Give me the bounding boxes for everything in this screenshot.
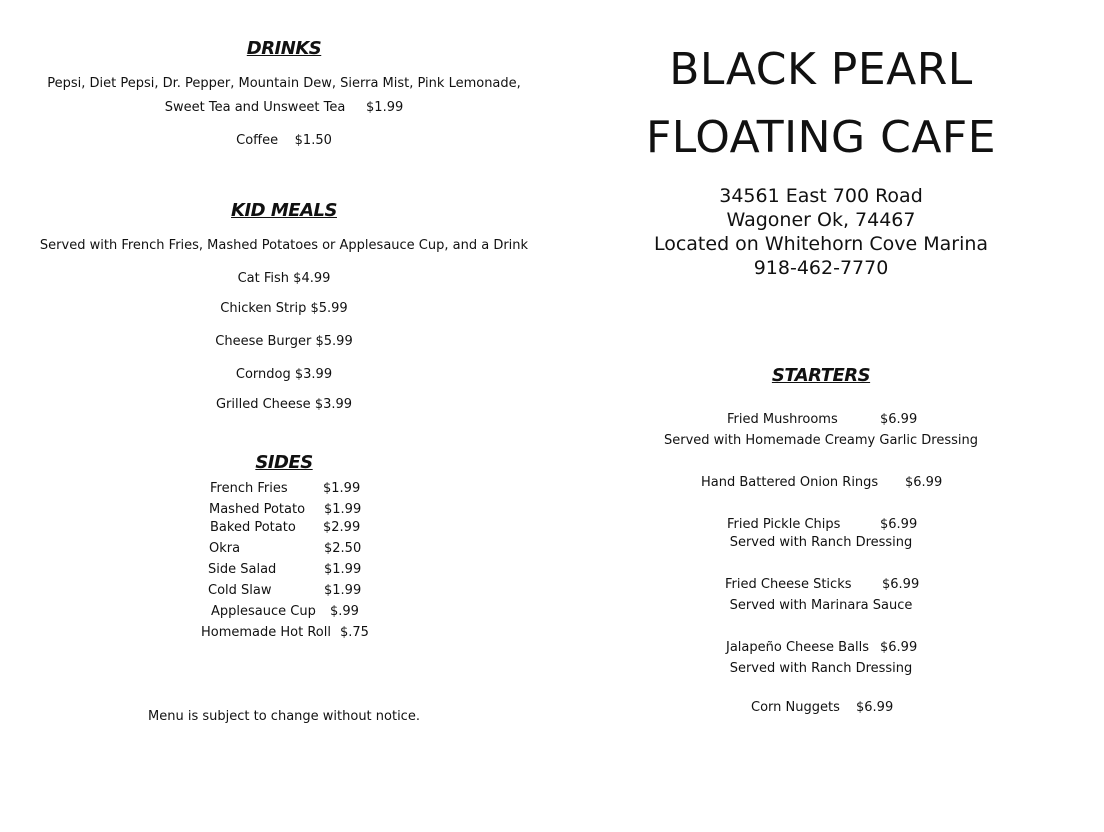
kid-meal-item: Chicken Strip $5.99	[220, 301, 348, 316]
kid-meal-item: Cheese Burger $5.99	[215, 334, 353, 349]
starter-note: Served with Marinara Sauce	[729, 598, 913, 613]
side-item-price: $1.99	[323, 481, 361, 496]
side-item-price: $2.99	[323, 520, 361, 535]
starter-price: $6.99	[882, 577, 920, 592]
side-item-name: Applesauce Cup	[211, 604, 316, 619]
kid-meals-heading: KID MEALS	[231, 200, 337, 221]
side-item-price: $1.99	[324, 562, 362, 577]
starter-name: Fried Cheese Sticks	[725, 577, 852, 592]
starter-name: Hand Battered Onion Rings	[701, 475, 879, 490]
side-item-price: $2.50	[324, 541, 362, 556]
starter-price: $6.99	[880, 412, 918, 427]
starter-price: $6.99	[905, 475, 943, 490]
side-item-name: Homemade Hot Roll	[201, 625, 331, 640]
side-item-price: $1.99	[324, 583, 362, 598]
starter-price: $6.99	[856, 700, 894, 715]
starter-note: Served with Ranch Dressing	[729, 535, 913, 550]
kid-meal-item: Cat Fish $4.99	[237, 271, 331, 286]
drinks-coffee: Coffee $1.50	[236, 133, 332, 148]
restaurant-title-line-2: FLOATING CAFE	[645, 112, 997, 163]
side-item-name: Okra	[209, 541, 241, 556]
side-item-price: $.75	[340, 625, 369, 640]
address-city: Wagoner Ok, 74467	[726, 209, 916, 231]
side-item-name: Side Salad	[208, 562, 277, 577]
side-item-name: Baked Potato	[210, 520, 296, 535]
address-street: 34561 East 700 Road	[719, 185, 923, 207]
kid-meal-item: Corndog $3.99	[235, 367, 333, 382]
drinks-heading: DRINKS	[246, 38, 322, 59]
starter-name: Fried Mushrooms	[727, 412, 838, 427]
side-item-price: $1.99	[324, 502, 362, 517]
starter-name: Fried Pickle Chips	[727, 517, 841, 532]
side-item-name: Mashed Potato	[209, 502, 306, 517]
starter-note: Served with Ranch Dressing	[729, 661, 913, 676]
starter-name: Corn Nuggets	[751, 700, 840, 715]
sides-heading: SIDES	[255, 452, 313, 473]
side-item-name: French Fries	[210, 481, 288, 496]
restaurant-title-line-1: BLACK PEARL	[669, 44, 973, 95]
address-marina: Located on Whitehorn Cove Marina	[653, 233, 989, 255]
drinks-line-1: Pepsi, Diet Pepsi, Dr. Pepper, Mountain Dew, Sierra Mist, Pink Lemonade,	[47, 76, 521, 91]
menu-notice: Menu is subject to change without notice.	[148, 709, 420, 724]
starter-price: $6.99	[880, 640, 918, 655]
kid-meals-note: Served with French Fries, Mashed Potatoes or Applesauce Cup, and a Drink	[39, 238, 529, 253]
phone-number: 918-462-7770	[753, 257, 889, 279]
starters-heading: STARTERS	[771, 365, 871, 386]
kid-meal-item: Grilled Cheese $3.99	[215, 397, 353, 412]
side-item-price: $.99	[330, 604, 359, 619]
drinks-line-2: Sweet Tea and Unsweet Tea $1.99	[164, 100, 404, 115]
starter-note: Served with Homemade Creamy Garlic Dressing	[664, 433, 978, 448]
starter-price: $6.99	[880, 517, 918, 532]
side-item-name: Cold Slaw	[208, 583, 272, 598]
starter-name: Jalapeño Cheese Balls	[726, 640, 870, 655]
